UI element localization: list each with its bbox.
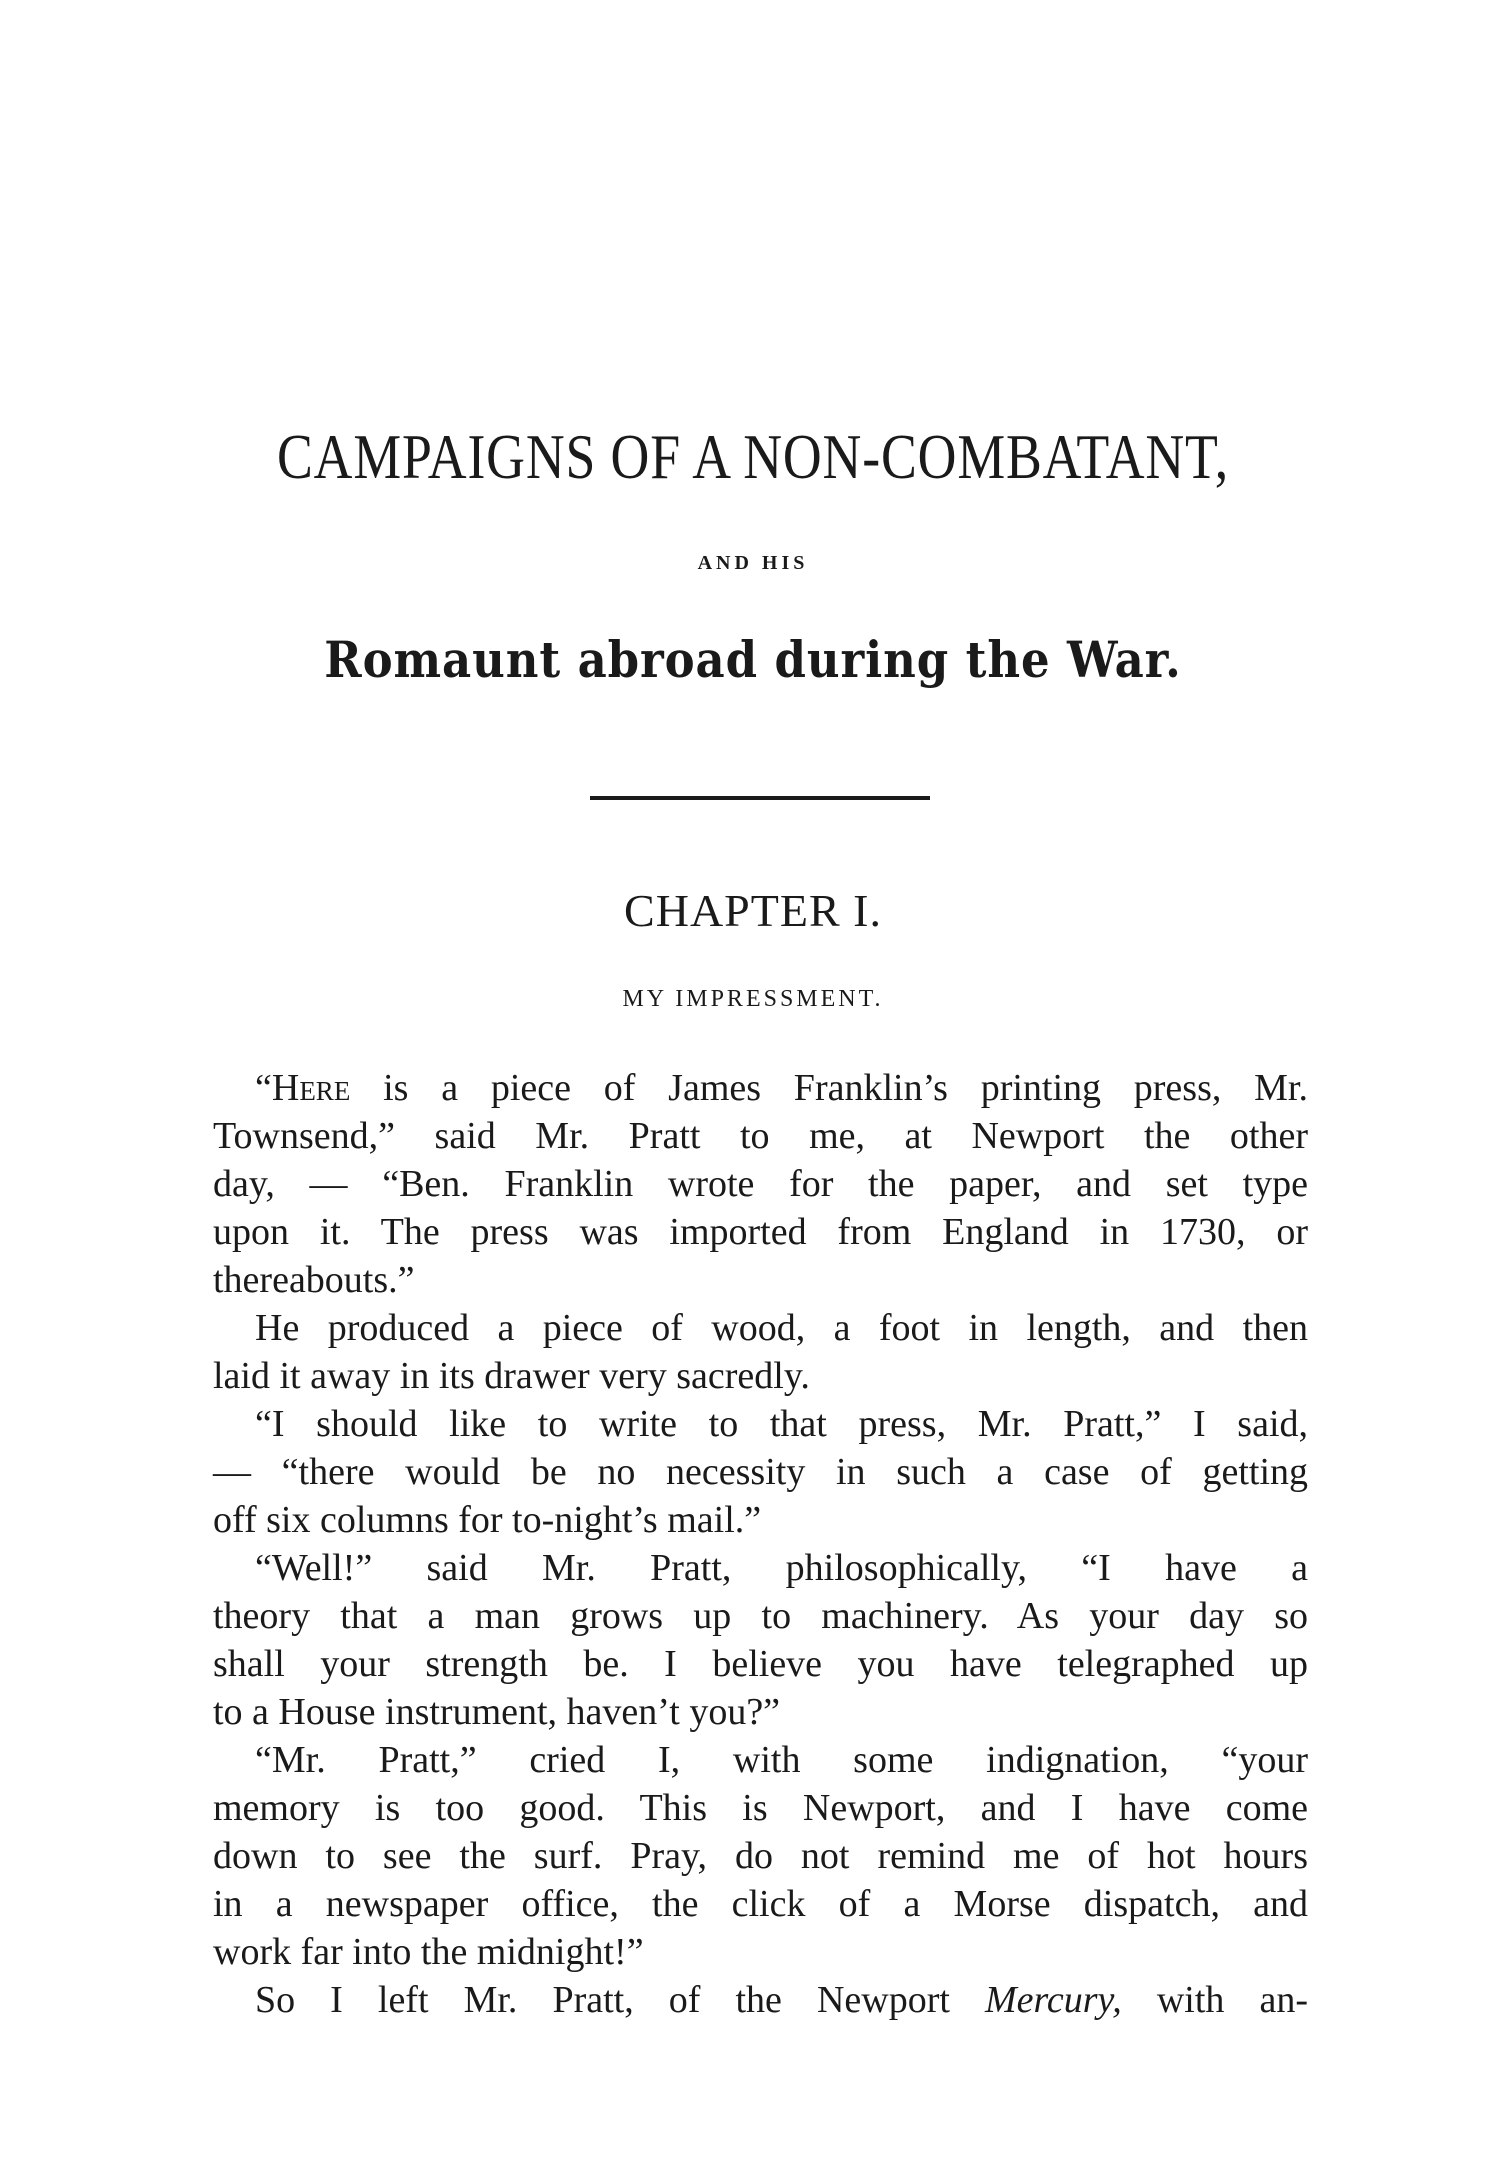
text-line bbox=[213, 1064, 1308, 1112]
body-text bbox=[213, 1064, 1308, 2024]
book-title: CAMPAIGNS OF A NON-COMBATANT, bbox=[276, 421, 1230, 492]
chapter-heading: CHAPTER I. bbox=[624, 885, 882, 936]
text-line: laid it away in its drawer very sacredly. bbox=[213, 1355, 810, 1397]
section-divider bbox=[590, 796, 930, 800]
text-line: memory is too good. This is Newport, and I have come bbox=[213, 1787, 1308, 1829]
text-line: shall your strength be. I believe you have telegraphed up bbox=[213, 1643, 1308, 1685]
text-line: Townsend,” said Mr. Pratt to me, at Newport the other bbox=[213, 1115, 1308, 1157]
newspaper-name: Mercury, bbox=[984, 1979, 1122, 2021]
line-text: So I left Mr. Pratt, of the Newport bbox=[255, 1979, 985, 2021]
text-line: theory that a man grows up to machinery. As your day so bbox=[213, 1595, 1308, 1637]
text-line: down to see the surf. Pray, do not remind me of hot hours bbox=[213, 1835, 1308, 1877]
line-text: is a piece of James Franklin’s printing press, Mr. bbox=[350, 1067, 1308, 1109]
text-line: off six columns for to-night’s mail.” bbox=[213, 1499, 762, 1541]
text-line: day, — “Ben. Franklin wrote for the paper, and set type bbox=[213, 1163, 1308, 1205]
open-quote: “ bbox=[255, 1067, 272, 1109]
text-line bbox=[213, 1976, 1308, 2024]
text-line: upon it. The press was imported from England in 1730, or bbox=[213, 1211, 1308, 1253]
text-line: in a newspaper office, the click of a Morse dispatch, and bbox=[213, 1883, 1308, 1925]
small-caps-word: Here bbox=[271, 1067, 351, 1109]
text-line: “I should like to write to that press, Mr. Pratt,” I said, bbox=[255, 1403, 1308, 1445]
text-line: to a House instrument, haven’t you?” bbox=[213, 1691, 781, 1733]
text-line: “Well!” said Mr. Pratt, philosophically, “I have a bbox=[255, 1547, 1308, 1589]
text-line: — “there would be no necessity in such a case of getting bbox=[213, 1451, 1308, 1493]
text-line: work far into the midnight!” bbox=[213, 1931, 644, 1973]
text-line: thereabouts.” bbox=[213, 1259, 415, 1301]
book-subtitle: Romaunt abroad during the War. bbox=[324, 630, 1182, 689]
text-line: He produced a piece of wood, a foot in length, and then bbox=[255, 1307, 1308, 1349]
chapter-title: MY IMPRESSMENT. bbox=[622, 986, 884, 1012]
text-line: “Mr. Pratt,” cried I, with some indignation, “your bbox=[255, 1739, 1308, 1781]
line-text: with an- bbox=[1121, 1979, 1308, 2021]
title-connector: AND HIS bbox=[697, 552, 809, 574]
